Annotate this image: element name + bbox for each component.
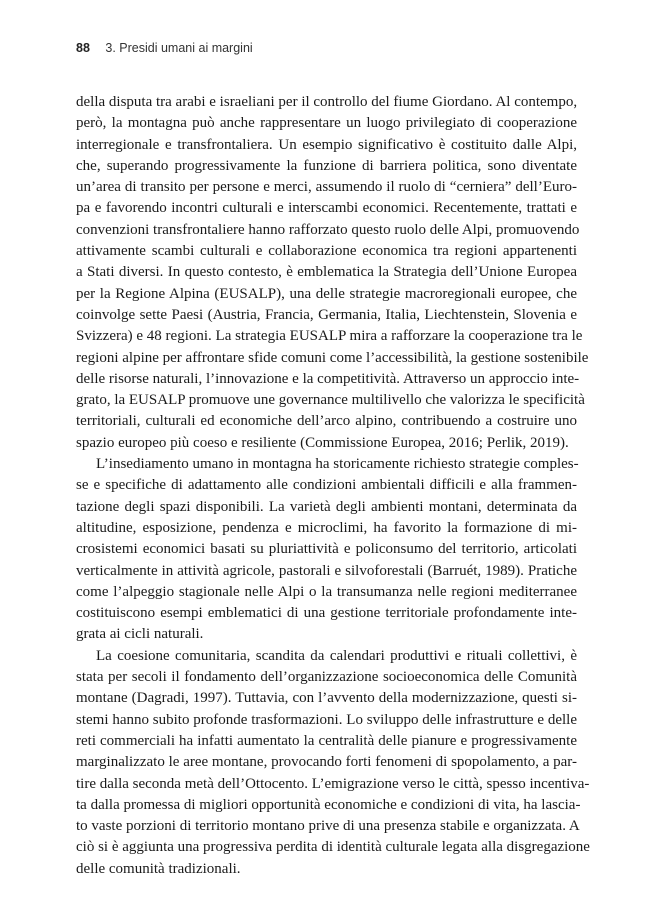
text-line: La coesione comunitaria, scandita da calendari produttivi e rituali collettivi, è	[96, 647, 577, 664]
text-line: per la Regione Alpina (EUSALP), una delle strategie macroregionali europee, che	[76, 285, 577, 302]
text-line: montane (Dagradi, 1997). Tuttavia, con l’avvento della modernizzazione, questi si-	[76, 690, 577, 707]
text-line: spazio europeo più coeso e resiliente (Commissione Europea, 2016; Perlik, 2019).	[76, 434, 569, 451]
text-line: convenzioni transfrontaliere hanno rafforzato questo ruolo delle Alpi, promuovendo	[76, 221, 580, 238]
text-line: L’insediamento umano in montagna ha storicamente richiesto strategie comples-	[96, 456, 579, 473]
text-line: to vaste porzioni di territorio montano prive di una presenza stabile e organizzata. A	[76, 818, 580, 835]
text-line: attivamente scambi culturali e collaborazione economica tra regioni appartenenti	[76, 243, 577, 260]
text-line: come l’alpeggio stagionale nelle Alpi o la transumanza nelle regioni mediterranee	[76, 583, 577, 600]
text-line: stata per secoli il fondamento dell’organizzazione socioeconomica delle Comunità	[76, 669, 577, 686]
paragraph	[76, 646, 590, 880]
text-line: costituiscono esempi emblematici di una gestione territoriale profondamente inte-	[76, 605, 577, 622]
paragraph	[76, 92, 589, 454]
body-text	[76, 92, 590, 880]
text-line: grata ai cicli naturali.	[76, 626, 204, 643]
text-line: delle risorse naturali, l’innovazione e la competitività. Attraverso un approccio inte-	[76, 370, 580, 387]
text-line: marginalizzato le aree montane, provocando forti fenomeni di spopolamento, a par-	[76, 754, 577, 771]
text-line: ta dalla promessa di migliori opportunità economiche e condizioni di vita, ha lascia-	[76, 796, 581, 813]
paragraph	[76, 454, 577, 646]
running-header	[76, 41, 253, 55]
text-line: stemi hanno subito profonde trasformazioni. Lo sviluppo delle infrastrutture e delle	[76, 711, 577, 728]
text-line: grato, la EUSALP promuove une governance multilivello che valorizza le specificità	[76, 392, 585, 409]
text-line: altitudine, esposizione, pendenza e microclimi, ha favorito la formazione di mi-	[76, 519, 577, 536]
text-line: territoriali, culturali ed economiche dell’arco alpino, contribuendo a costruire uno	[76, 413, 577, 430]
text-line: un’area di transito per persone e merci, assumendo il ruolo di “cerniera” dell’Euro-	[76, 179, 577, 196]
text-line: coinvolge sette Paesi (Austria, Francia, Germania, Italia, Liechtenstein, Slovenia e	[76, 306, 577, 323]
text-line: regioni alpine per affrontare sfide comuni come l’accessibilità, la gestione sostenibile	[76, 349, 589, 366]
text-line: pa e favorendo incontri culturali e interscambi economici. Recentemente, trattati e	[76, 200, 577, 217]
text-line: a Stati diversi. In questo contesto, è emblematica la Strategia dell’Unione Europea	[76, 264, 577, 281]
text-line: Svizzera) e 48 regioni. La strategia EUSALP mira a rafforzare la cooperazione tra le	[76, 328, 583, 345]
text-line: delle comunità tradizionali.	[76, 860, 241, 877]
text-line: verticalmente in attività agricole, pastorali e silvoforestali (Barruét, 1989). Pratiche	[76, 562, 577, 579]
text-line: tazione degli spazi disponibili. La varietà degli ambienti montani, determinata da	[76, 498, 577, 515]
text-line: che, superando progressivamente la funzione di barriera politica, sono diventate	[76, 157, 577, 174]
page-number: 88	[76, 41, 90, 55]
text-line: ciò si è aggiunta una progressiva perdita di identità culturale legata alla disgregazione	[76, 839, 590, 856]
text-line: crosistemi economici basati su pluriattività e policonsumo del territorio, articolati	[76, 541, 577, 558]
text-line: se e specifiche di adattamento alle condizioni ambientali difficili e alla frammen-	[76, 477, 577, 494]
text-line: della disputa tra arabi e israeliani per il controllo del fiume Giordano. Al contempo,	[76, 94, 578, 110]
text-line: però, la montagna può anche rappresentare un luogo privilegiato di cooperazione	[76, 115, 577, 132]
text-line: interregionale e transfrontaliera. Un esempio significativo è costituito dalle Alpi,	[76, 136, 577, 153]
chapter-title: 3. Presidi umani ai margini	[105, 41, 253, 55]
text-line: tire dalla seconda metà dell’Ottocento. L’emigrazione verso le città, spesso incentiva-	[76, 775, 590, 792]
text-line: reti commerciali ha infatti aumentato la centralità delle pianure e progressivamente	[76, 732, 577, 749]
